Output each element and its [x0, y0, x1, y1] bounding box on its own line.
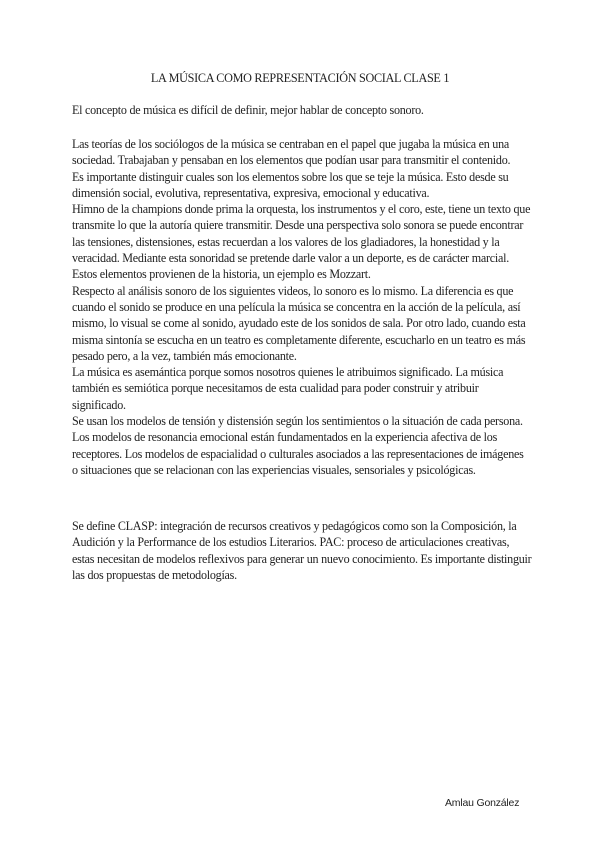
main-block: [72, 136, 532, 478]
document-title: LA MÚSICA COMO REPRESENTACIÓN SOCIAL CLASE 1: [150, 71, 450, 85]
paragraph: Himno de la champions donde prima la orquesta, los instrumentos y el coro, este, tiene un texto que transmite lo que la autoría quiere transmitir. Desde una perspectiva solo sonora se puede encontrar las tensiones, distensiones, estas recuerdan a los valores de los gladiadores, la honestidad y la veracidad. Mediante esta sonoridad se pretende darle valor a un deporte, es de carácter marcial. Estos elementos provienen de la historia, un ejemplo es Mozzart.: [72, 202, 531, 282]
paragraph: La música es asemántica porque somos nosotros quienes le atribuimos significado. La música también es semiótica porque necesitamos de esta cualidad para poder construir y atribuir significado.: [72, 365, 504, 412]
paragraph: Las teorías de los sociólogos de la música se centraban en el papel que jugaba la música en una sociedad. Trabajaban y pensaban en los elementos que podían usar para transmitir el contenido.: [72, 137, 511, 168]
intro-block: [72, 102, 532, 118]
intro-paragraph: El concepto de música es difícil de definir, mejor hablar de concepto sonoro.: [72, 103, 424, 117]
closing-block: [72, 518, 532, 583]
closing-paragraph: Se define CLASP: integración de recursos creativos y pedagógicos como son la Composición, la Audición y la Performance de los estudios Literarios. PAC: proceso de articulaciones creativas, estas necesitan de modelos reflexivos para generar un nuevo conocimiento. Es importante distinguir las dos propuestas de metodologías.: [72, 519, 532, 582]
paragraph: Respecto al análisis sonoro de los siguientes videos, lo sonoro es lo mismo. La diferencia es que cuando el sonido se produce en una película la música se concentra en la acción de la película, así mismo, lo visual se come al sonido, ayudado este de los sonidos de sala. Por otro lado, cuando esta misma sintonía se escucha en un teatro es completamente diferente, escucharlo en un teatro es más pesado pero, a la vez, también más emocionante.: [72, 283, 526, 363]
paragraph: Se usan los modelos de tensión y distensión según los sentimientos o la situación de cada persona. Los modelos de resonancia emocional están fundamentados en la experiencia afectiva de los receptores. Los modelos de espacialidad o culturales asociados a las representaciones de imágenes o situaciones que se relacionan con las experiencias visuales, sensoriales y psicológicas.: [72, 414, 524, 477]
paragraph: Es importante distinguir cuales son los elementos sobre los que se teje la música. Esto desde su dimensión social, evolutiva, representativa, expresiva, emocional y educativa.: [72, 169, 509, 200]
author-footer: Amlau González: [445, 797, 520, 809]
